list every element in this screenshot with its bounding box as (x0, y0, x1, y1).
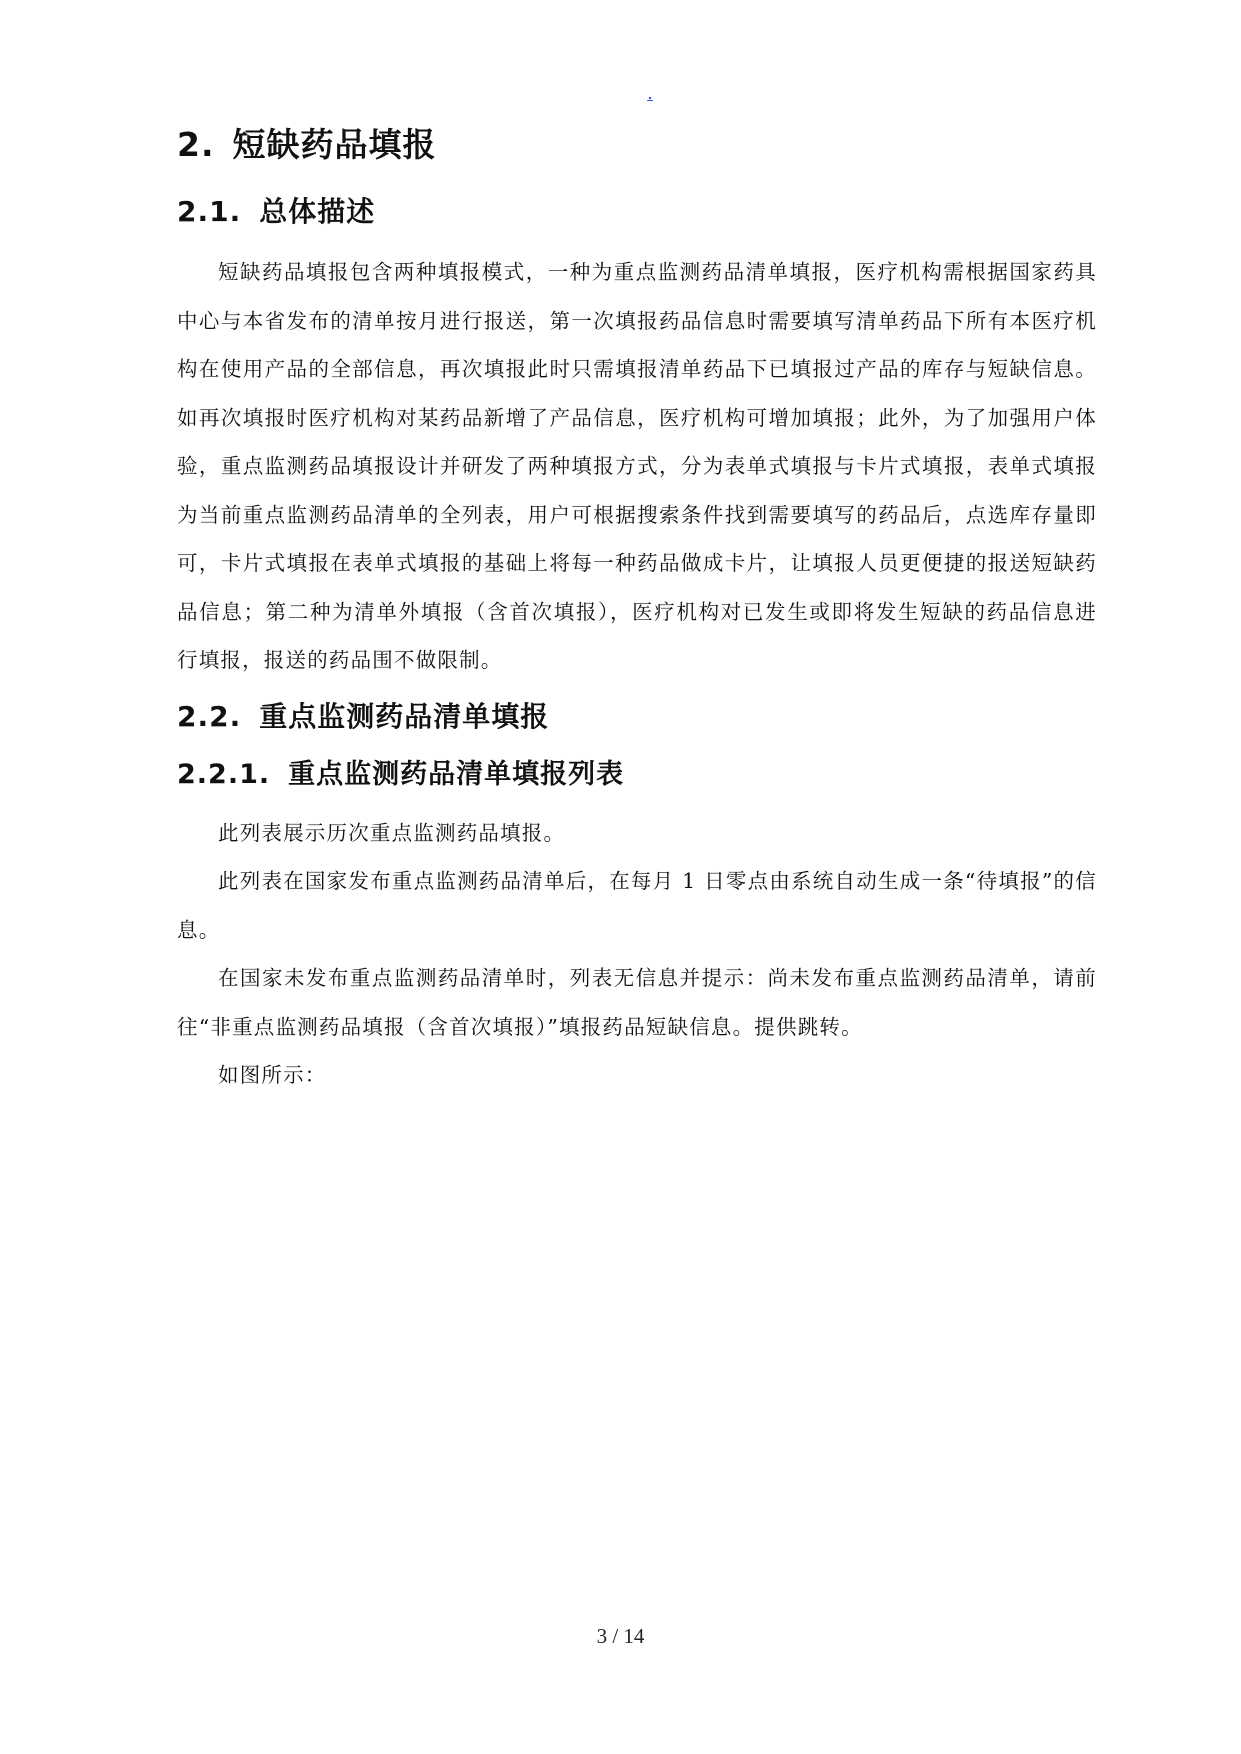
overview-heading (177, 190, 1097, 234)
overview-number: 2.1. (177, 195, 242, 228)
body-paragraph: 此列表展示历次重点监测药品填报。 (218, 820, 566, 845)
overview-paragraph: 短缺药品填报包含两种填报模式，一种为重点监测药品清单填报，医疗机构需根据国家药具中心与本省发布的清单按月进行报送，第一次填报药品信息时需要填写清单药品下所有本医疗机构在使用产品的全部信息，再次填报此时只需填报清单药品下已填报过产品的库存与短缺信息。如再次填报时医疗机构对某药品新增了产品信息，医疗机构可增加填报；此外，为了加强用户体验，重点监测药品填报设计并研发了两种填报方式，分为表单式填报与卡片式填报，表单式填报为当前重点监测药品清单的全列表，用户可根据搜索条件找到需要填写的药品后，点选库存量即可，卡片式填报在表单式填报的基础上将每一种药品做成卡片，让填报人员更便捷的报送短缺药品信息；第二种为清单外填报（含首次填报），医疗机构对已发生或即将发生短缺的药品信息进行填报，报送的药品围不做限制。 (177, 260, 1097, 672)
document-content (177, 120, 1097, 1100)
page-number: 3 / 14 (596, 1624, 645, 1648)
key-list-table-heading (177, 753, 1097, 797)
section-title: 短缺药品填报 (232, 125, 437, 164)
section-number: 2. (177, 125, 215, 164)
header-mark: . (647, 83, 653, 104)
key-list-number: 2.2. (177, 699, 242, 733)
section-heading (177, 120, 1097, 170)
key-list-table-title: 重点监测药品清单填报列表 (288, 758, 625, 790)
key-list-title: 重点监测药品清单填报 (259, 699, 550, 733)
figure-intro-paragraph: 如图所示： (218, 1063, 327, 1087)
overview-title: 总体描述 (259, 195, 376, 228)
body-paragraph: 在国家未发布重点监测药品清单时，列表无信息并提示：尚未发布重点监测药品清单，请前往“非重点监测药品填报（含首次填报）”填报药品短缺信息。提供跳转。 (177, 966, 1097, 1039)
key-list-heading (177, 695, 1097, 739)
body-paragraph: 此列表在国家发布重点监测药品清单后，在每月 1 日零点由系统自动生成一条“待填报”的信息。 (177, 869, 1097, 942)
key-list-table-number: 2.2.1. (177, 758, 271, 790)
